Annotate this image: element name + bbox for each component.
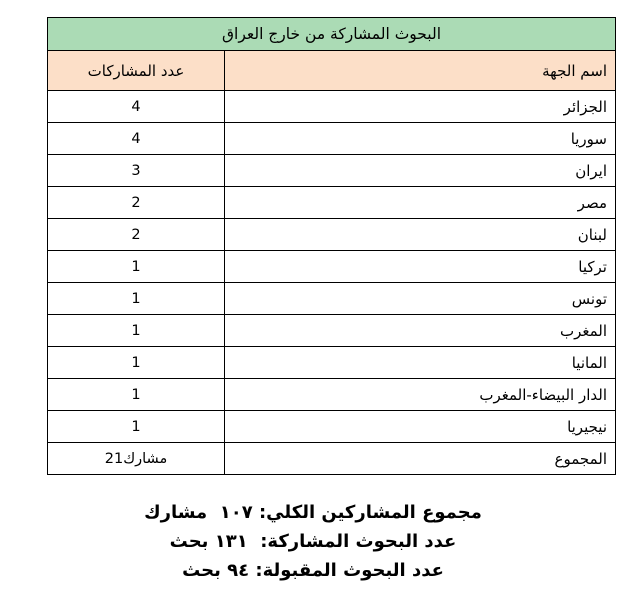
table-row xyxy=(48,123,616,155)
entity-cell: تونس xyxy=(225,283,616,315)
entity-column-header: اسم الجهة xyxy=(225,51,616,91)
total-row xyxy=(48,443,616,475)
count-cell: 1 xyxy=(48,251,225,283)
table-row xyxy=(48,187,616,219)
count-cell: 4 xyxy=(48,91,225,123)
summary-block xyxy=(0,498,626,585)
summary-line-submitted-research: عدد البحوث المشاركة: ١٣١ بحث xyxy=(169,531,457,552)
table-row xyxy=(48,283,616,315)
entity-cell: ايران xyxy=(225,155,616,187)
entity-cell: تركيا xyxy=(225,251,616,283)
table-row xyxy=(48,347,616,379)
count-cell: 1 xyxy=(48,347,225,379)
count-cell: 1 xyxy=(48,315,225,347)
total-label-cell: المجموع xyxy=(225,443,616,475)
entity-cell: الدار البيضاء-المغرب xyxy=(225,379,616,411)
count-cell: 1 xyxy=(48,283,225,315)
count-cell: 4 xyxy=(48,123,225,155)
document-page xyxy=(0,17,626,585)
table-row xyxy=(48,91,616,123)
summary-line-total-participants: مجموع المشاركين الكلي: ١٠٧ مشارك xyxy=(144,502,482,523)
summary-line-accepted-research: عدد البحوث المقبولة: ٩٤ بحث xyxy=(182,560,444,581)
entity-cell: الجزائر xyxy=(225,91,616,123)
count-cell: 1 xyxy=(48,379,225,411)
table-row xyxy=(48,315,616,347)
entity-cell: مصر xyxy=(225,187,616,219)
entity-cell: سوريا xyxy=(225,123,616,155)
count-cell: 2 xyxy=(48,219,225,251)
table-row xyxy=(48,251,616,283)
entity-cell: المانيا xyxy=(225,347,616,379)
table-row xyxy=(48,155,616,187)
table-title: البحوث المشاركة من خارج العراق xyxy=(48,18,616,51)
total-count-cell: مشارك21 xyxy=(48,443,225,475)
table-row xyxy=(48,219,616,251)
count-column-header: عدد المشاركات xyxy=(48,51,225,91)
count-cell: 2 xyxy=(48,187,225,219)
count-cell: 1 xyxy=(48,411,225,443)
entity-cell: المغرب xyxy=(225,315,616,347)
table-row xyxy=(48,379,616,411)
participation-table xyxy=(47,17,616,475)
title-row xyxy=(48,18,616,51)
entity-cell: نيجيريا xyxy=(225,411,616,443)
table-row xyxy=(48,411,616,443)
header-row xyxy=(48,51,616,91)
count-cell: 3 xyxy=(48,155,225,187)
entity-cell: لبنان xyxy=(225,219,616,251)
